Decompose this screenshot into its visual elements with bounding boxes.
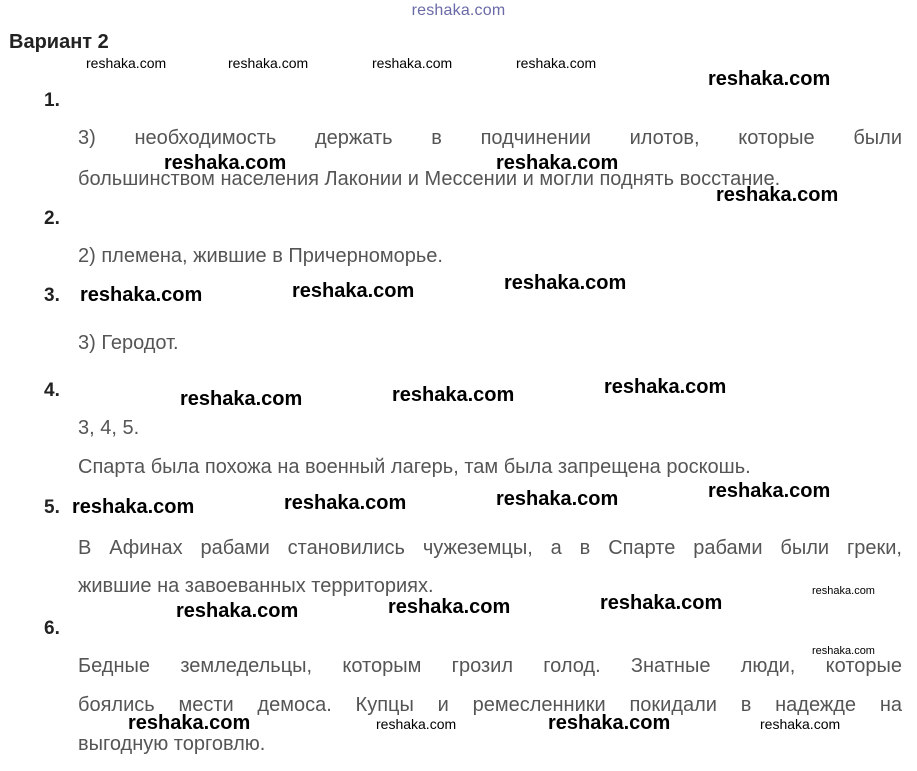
watermark: reshaka.com bbox=[176, 600, 299, 622]
question-1-number: 1. bbox=[44, 90, 60, 111]
question-1-answer-line-1: 3) необходимость держать в подчинении илотов, которые были bbox=[78, 127, 902, 149]
watermark: reshaka.com bbox=[86, 55, 167, 71]
question-3-number: 3. bbox=[44, 285, 60, 306]
question-4-number: 4. bbox=[44, 380, 60, 401]
watermark: reshaka.com bbox=[604, 376, 727, 398]
question-6-number: 6. bbox=[44, 618, 60, 639]
question-2-answer-line-1: 2) племена, жившие в Причерноморье. bbox=[78, 245, 443, 267]
question-4-answer-line-1: 3, 4, 5. bbox=[78, 417, 140, 439]
site-header-link[interactable]: reshaka.com bbox=[411, 2, 506, 19]
watermark: reshaka.com bbox=[284, 492, 407, 514]
watermark: reshaka.com bbox=[548, 712, 671, 734]
question-5-answer-line-1: В Афинах рабами становились чужеземцы, а в Спарте рабами были греки, bbox=[78, 537, 902, 559]
question-4-answer-line-2: Спарта была похожа на военный лагерь, там была запрещена роскошь. bbox=[78, 456, 751, 478]
page-title: Вариант 2 bbox=[9, 31, 109, 53]
question-2-number: 2. bbox=[44, 208, 60, 229]
question-3-answer-line-1: 3) Геродот. bbox=[78, 332, 179, 354]
watermark: reshaka.com bbox=[708, 480, 831, 502]
question-1-answer-line-2: большинством населения Лаконии и Мессении и могли поднять восстание. bbox=[78, 168, 781, 190]
watermark: reshaka.com bbox=[496, 152, 619, 174]
watermark: reshaka.com bbox=[128, 712, 251, 734]
watermark: reshaka.com bbox=[708, 68, 831, 90]
watermark: reshaka.com bbox=[812, 585, 875, 597]
question-5-answer-line-2: жившие на завоеванных территориях. bbox=[78, 575, 434, 597]
question-6-answer-line-2: боялись мести демоса. Купцы и ремесленники покидали в надежде на bbox=[78, 694, 902, 716]
watermark: reshaka.com bbox=[504, 272, 627, 294]
watermark: reshaka.com bbox=[376, 716, 457, 732]
watermark: reshaka.com bbox=[388, 596, 511, 618]
watermark: reshaka.com bbox=[392, 384, 515, 406]
watermark: reshaka.com bbox=[812, 645, 875, 657]
watermark: reshaka.com bbox=[716, 184, 839, 206]
watermark: reshaka.com bbox=[760, 716, 841, 732]
watermark: reshaka.com bbox=[516, 55, 597, 71]
watermark: reshaka.com bbox=[600, 592, 723, 614]
watermark: reshaka.com bbox=[164, 152, 287, 174]
watermark: reshaka.com bbox=[292, 280, 415, 302]
question-6-answer-line-1: Бедные земледельцы, которым грозил голод. Знатные люди, которые bbox=[78, 655, 902, 677]
watermark: reshaka.com bbox=[72, 496, 195, 518]
watermark: reshaka.com bbox=[372, 55, 453, 71]
question-6-answer-line-3: выгодную торговлю. bbox=[78, 733, 266, 755]
watermark: reshaka.com bbox=[496, 488, 619, 510]
watermark: reshaka.com bbox=[180, 388, 303, 410]
watermark: reshaka.com bbox=[80, 284, 203, 306]
watermark: reshaka.com bbox=[228, 55, 309, 71]
question-5-number: 5. bbox=[44, 497, 60, 518]
